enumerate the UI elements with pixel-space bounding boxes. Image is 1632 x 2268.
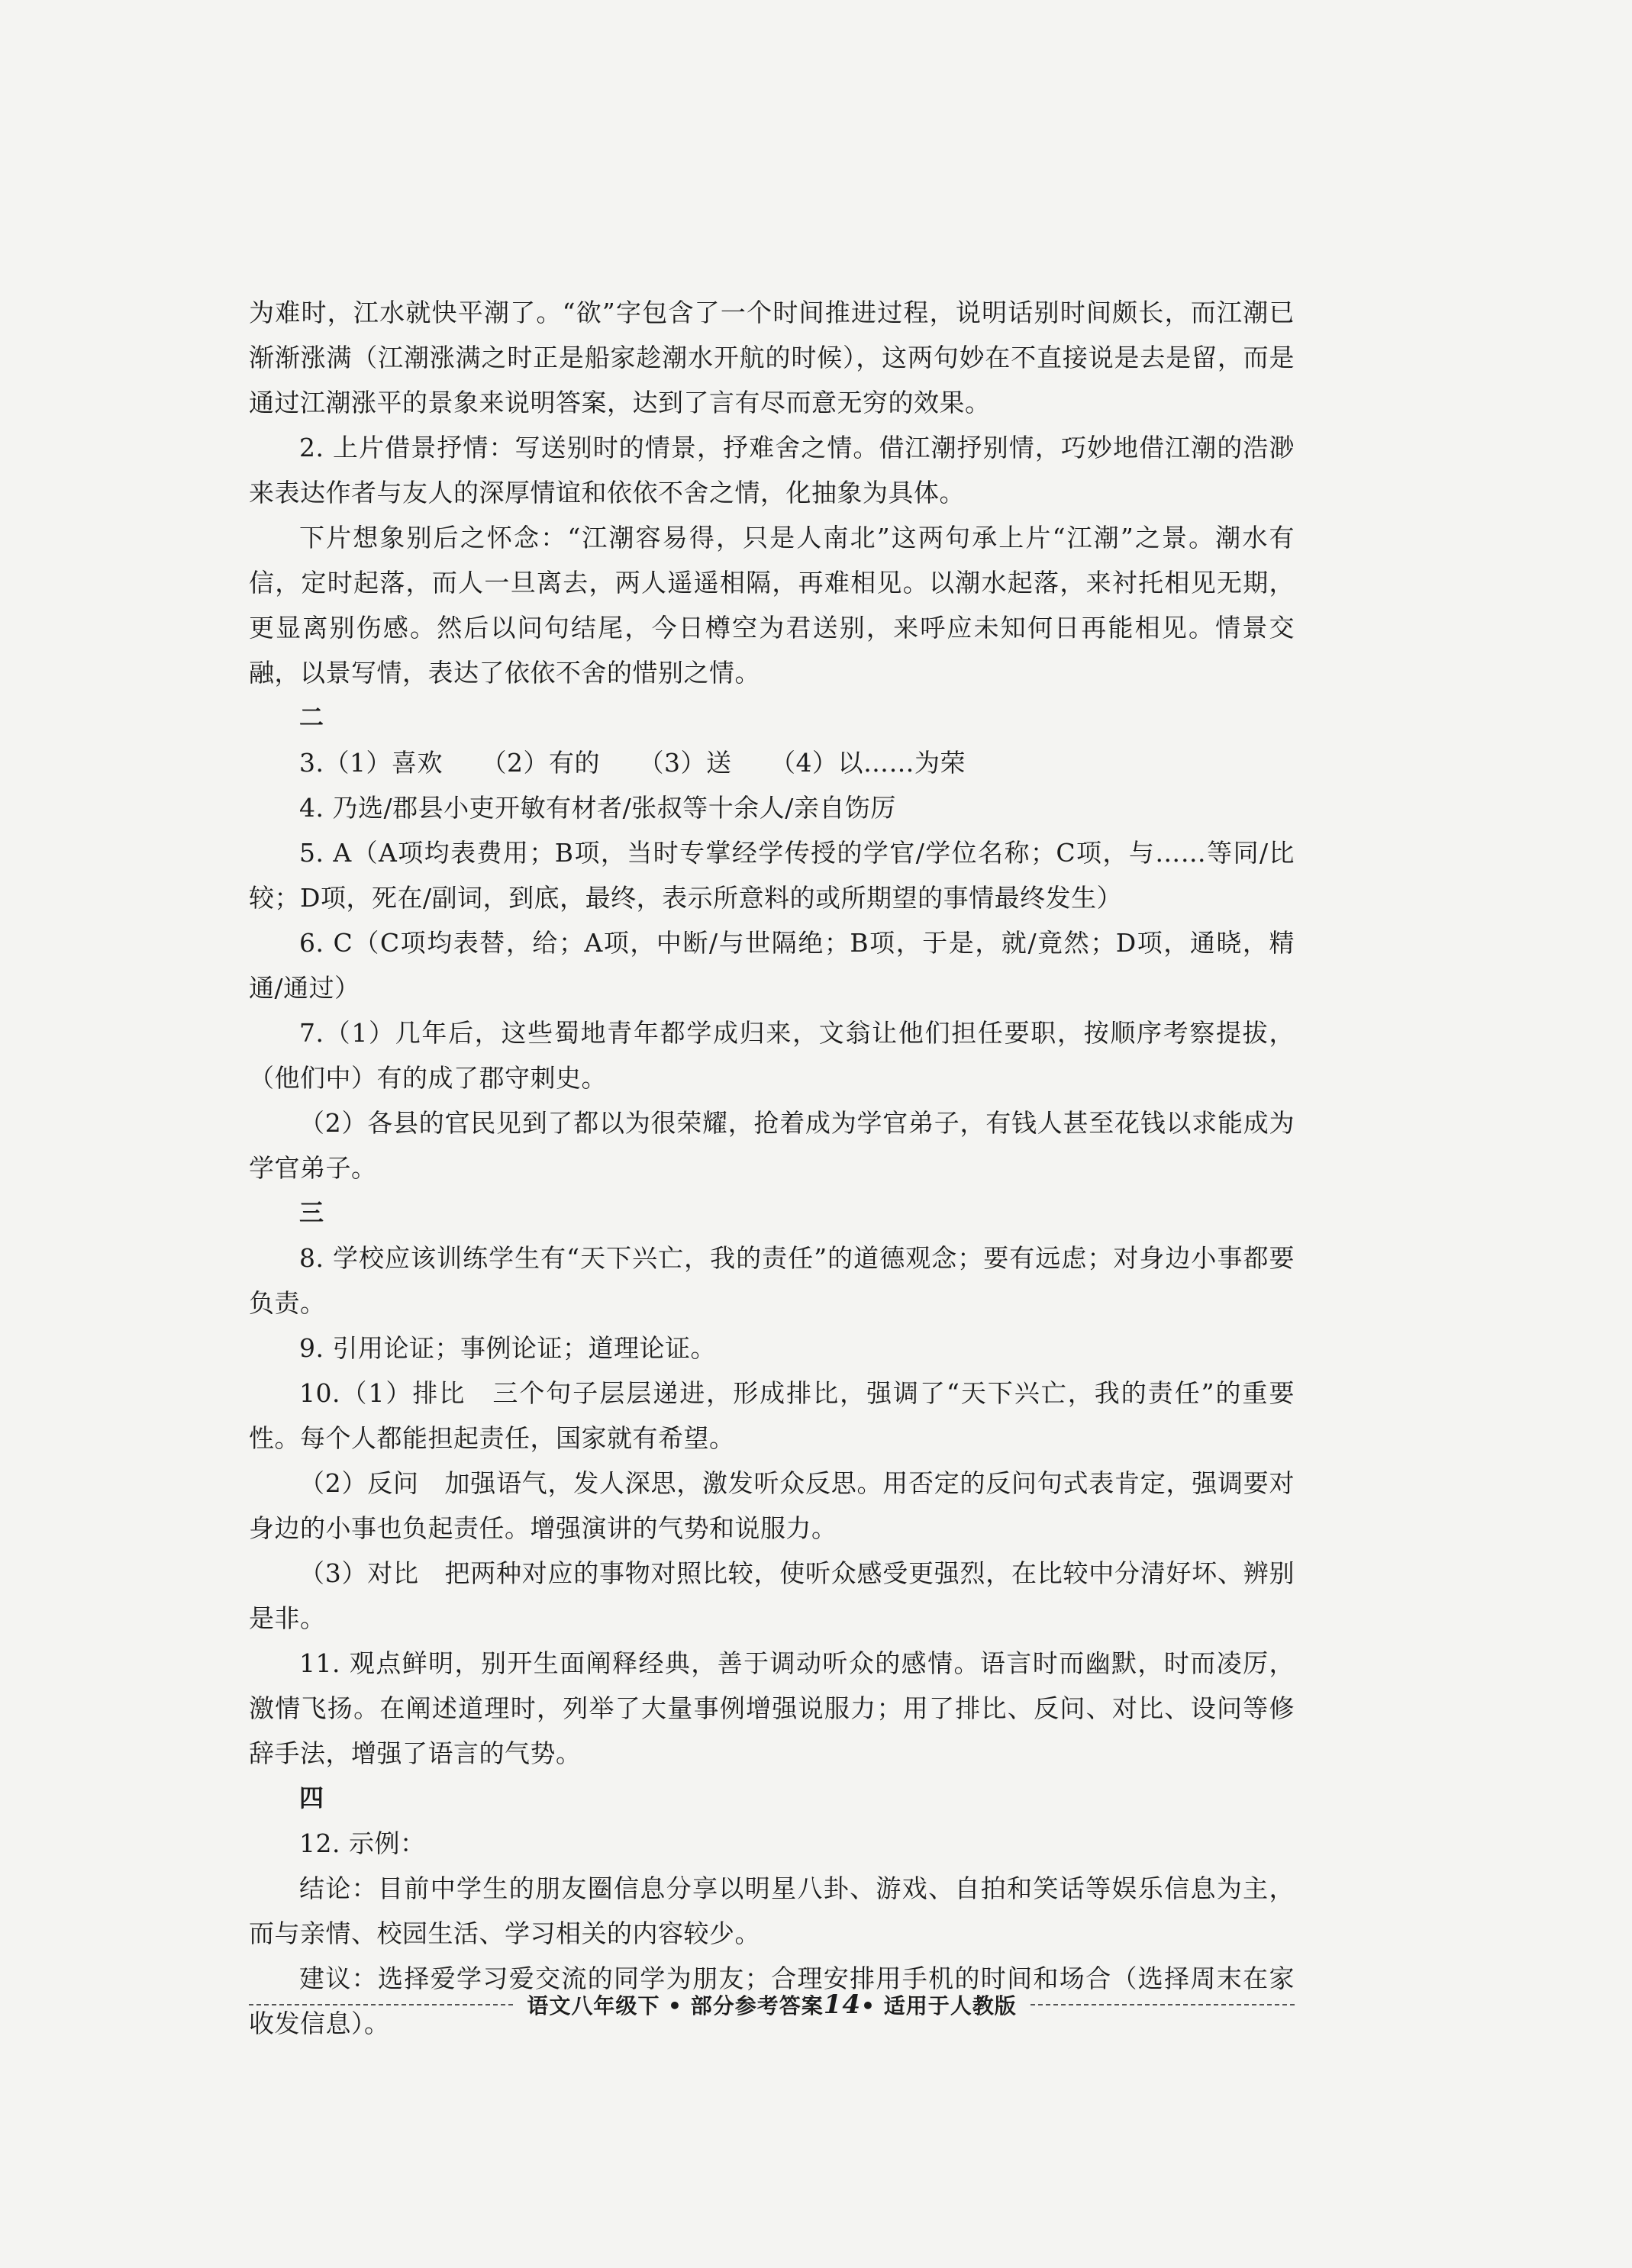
answer-10-3: （3）对比 把两种对应的事物对照比较，使听众感受更强烈，在比较中分清好坏、辨别是非。 <box>249 1558 1295 1633</box>
answer-11: 11. 观点鲜明，别开生面阐释经典，善于调动听众的感情。语言时而幽默，时而凌厉，激情飞扬。在阐述道理时，列举了大量事例增强说服力；用了排比、反问、对比、设问等修辞手法，增强了语言的气势。 <box>249 1648 1295 1768</box>
paragraph-2: 下片想象别后之怀念：“江潮容易得，只是人南北”这两句承上片“江潮”之景。潮水有信，定时起落，而人一旦离去，两人遥遥相隔，再难相见。以潮水起落，来衬托相见无期，更显离别伤感。然后以问句结尾，今日樽空为君送别，来呼应未知何日再能相见。情景交融，以景写情，表达了依依不舍的惜别之情。 <box>249 523 1295 688</box>
answer-3: 3.（1）喜欢 （2）有的 （3）送 （4）以……为荣 <box>299 748 966 778</box>
paragraph-0: 为难时，江水就快平潮了。“欲”字包含了一个时间推进过程，说明话别时间颇长，而江潮已渐渐涨满（江潮涨满之时正是船家趁潮水开航的时候），这两句妙在不直接说是去是留，而是通过江潮涨平的景象来说明答案，达到了言有尽而意无穷的效果。 <box>249 298 1295 417</box>
answer-10-2: （2）反问 加强语气，发人深思，激发听众反思。用否定的反问句式表肯定，强调要对身边的小事也负起责任。增强演讲的气势和说服力。 <box>249 1468 1295 1543</box>
answer-10-1: 10.（1）排比 三个句子层层递进，形成排比，强调了“天下兴亡，我的责任”的重要性。每个人都能担起责任，国家就有希望。 <box>249 1378 1295 1453</box>
answer-5: 5. A（A项均表费用；B项，当时专掌经学传授的学官/学位名称；C项，与……等同/比较；D项，死在/副词，到底，最终，表示所意料的或所期望的事情最终发生） <box>249 838 1295 913</box>
page-footer <box>249 1986 1295 2024</box>
answer-6: 6. C（C项均表替，给；A项，中断/与世隔绝；B项，于是，就/竟然；D项，通晓，精通/通过） <box>249 928 1295 1003</box>
footer-dash-right <box>1030 2004 1295 2005</box>
answer-12-suggestion: 建议：选择爱学习爱交流的同学为朋友；合理安排用手机的时间和场合（选择周末在家收发信息）。 <box>249 1964 1295 2038</box>
answer-content <box>249 290 1295 2046</box>
footer-edition: • 适用于人教版 <box>861 1993 1017 2018</box>
answer-12-conclusion: 结论：目前中学生的朋友圈信息分享以明星八卦、游戏、自拍和笑话等娱乐信息为主，而与亲情、校园生活、学习相关的内容较少。 <box>249 1873 1295 1948</box>
answer-4: 4. 乃选/郡县小吏开敏有材者/张叔等十余人/亲自饬厉 <box>299 793 896 823</box>
answer-7-1: 7.（1）几年后，这些蜀地青年都学成归来，文翁让他们担任要职，按顺序考察提拔，（他们中）有的成了郡守刺史。 <box>249 1018 1295 1093</box>
footer-label <box>513 1989 1030 2020</box>
section-heading-3: 三 <box>299 1198 324 1227</box>
page-number: 14 <box>823 1989 862 2020</box>
section-heading-4: 四 <box>299 1783 324 1812</box>
answer-7-2: （2）各县的官民见到了都以为很荣耀，抢着成为学官弟子，有钱人甚至花钱以求能成为学官弟子。 <box>249 1108 1295 1183</box>
answer-9: 9. 引用论证；事例论证；道理论证。 <box>299 1333 716 1363</box>
paragraph-1: 2. 上片借景抒情：写送别时的情景，抒难舍之情。借江潮抒别情，巧妙地借江潮的浩渺来表达作者与友人的深厚情谊和依依不舍之情，化抽象为具体。 <box>249 433 1295 507</box>
footer-dash-left <box>249 2004 513 2005</box>
answer-8: 8. 学校应该训练学生有“天下兴亡，我的责任”的道德观念；要有远虑；对身边小事都要负责。 <box>249 1243 1295 1318</box>
answer-12: 12. 示例： <box>299 1828 426 1858</box>
footer-title: 语文八年级下 • 部分参考答案 <box>527 1993 824 2018</box>
section-heading-2: 二 <box>299 703 324 732</box>
